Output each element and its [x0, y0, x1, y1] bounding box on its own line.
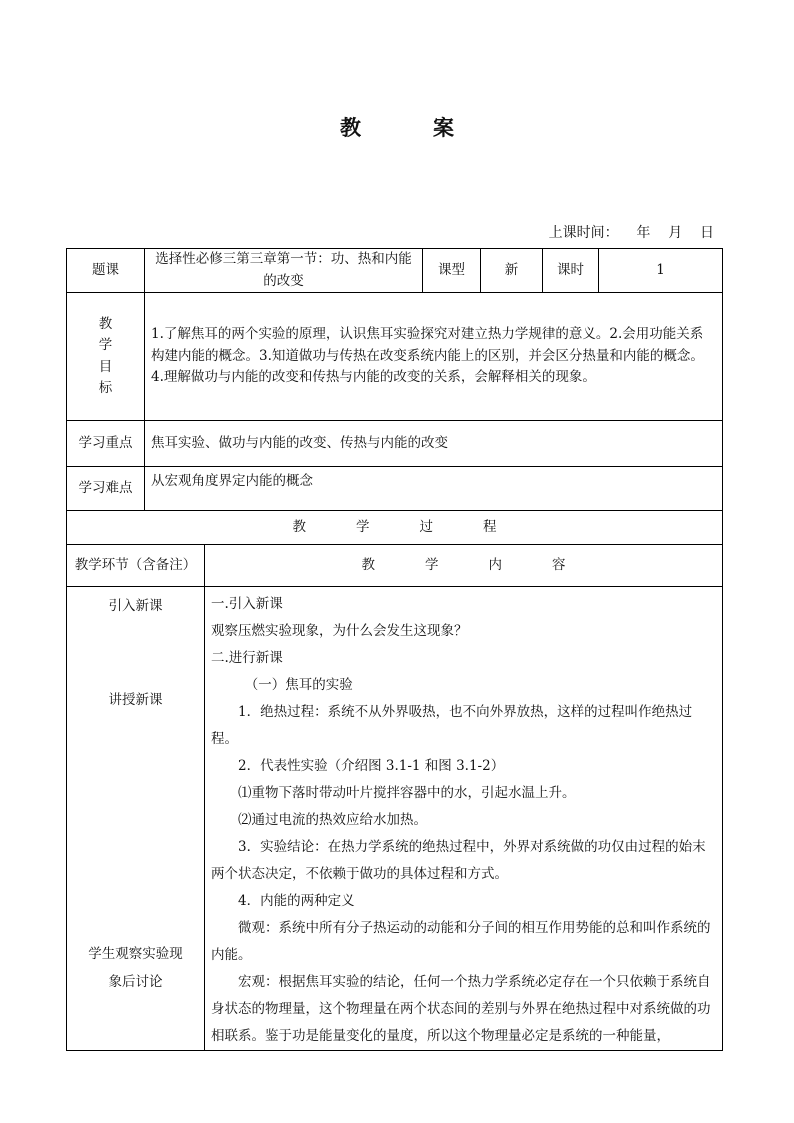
content-line: 二.进行新课	[211, 650, 283, 667]
difficulties-text: 从宏观角度界定内能的概念	[145, 467, 723, 511]
note-discussion-line2: 象后讨论	[108, 974, 163, 991]
type-value: 新	[481, 249, 543, 293]
class-time-line: 上课时间： 年 月 日	[548, 225, 714, 241]
header-row	[67, 249, 723, 293]
note-intro: 引入新课	[108, 598, 163, 615]
goals-label-char: 目	[98, 358, 113, 375]
difficulties-label: 学习难点	[67, 467, 145, 511]
content-line: 观察压燃实验现象，为什么会发生这现象？	[211, 623, 468, 640]
goals-label-char: 标	[98, 380, 113, 397]
content-line: 宏观：根据焦耳实验的结论，任何一个热力学系统必定存在一个只依赖于系统自身状态的物理量，这个物理量在两个状态间的差别与外界在绝热过程中对系统做的功相联系。鉴于功是能量变化的量度，所以这个物理量必定是系统的一种能量，	[211, 974, 711, 1045]
goals-label-char: 教	[98, 315, 113, 332]
lesson-plan-table	[66, 248, 723, 1051]
content-row	[67, 587, 723, 1051]
page-title: 教案	[340, 115, 526, 140]
key-points-text: 焦耳实验、做功与内能的改变、传热与内能的改变	[145, 421, 723, 467]
goals-text: 1.了解焦耳的两个实验的原理，认识焦耳实验探究对建立热力学规律的意义。2.会用功能关系构建内能的概念。3.知道做功与传热在改变系统内能上的区别，并会区分热量和内能的概念。4.理解做功与内能的改变和传热与内能的改变的关系，会解释相关的现象。	[145, 293, 723, 421]
teaching-notes-cell	[67, 587, 205, 1051]
content-line: 1．绝热过程：系统不从外界吸热，也不向外界放热，这样的过程叫作绝热过程。	[211, 704, 693, 748]
process-heading-row	[67, 511, 723, 545]
content-line: 微观：系统中所有分子热运动的动能和分子间的相互作用势能的总和叫作系统的内能。	[211, 920, 711, 964]
key-points-row	[67, 421, 723, 467]
goals-row	[67, 293, 723, 421]
note-lecture: 讲授新课	[108, 692, 163, 709]
hours-value: 1	[599, 249, 723, 293]
section-header-row	[67, 545, 723, 587]
goals-label-char: 学	[98, 337, 113, 354]
topic-label: 题课	[67, 249, 145, 293]
topic-value: 选择性必修三第三章第一节：功、热和内能的改变	[145, 249, 423, 293]
content-line: 2．代表性实验（介绍图 3.1-1 和图 3.1-2）	[238, 758, 505, 775]
goals-label	[67, 293, 145, 421]
teaching-content-cell	[205, 587, 723, 1051]
hours-label: 课时	[543, 249, 599, 293]
note-discussion-line1: 学生观察实验现	[88, 946, 183, 963]
content-line: 4．内能的两种定义	[238, 893, 355, 910]
process-heading: 教学过程	[67, 511, 723, 545]
content-line: （一）焦耳的实验	[244, 677, 353, 694]
content-line: 3．实验结论：在热力学系统的绝热过程中，外界对系统做的功仅由过程的始末两个状态决定，不依赖于做功的具体过程和方式。	[211, 839, 706, 883]
content-line: ⑴重物下落时带动叶片搅拌容器中的水，引起水温上升。	[238, 785, 576, 802]
type-label: 课型	[423, 249, 481, 293]
key-points-label: 学习重点	[67, 421, 145, 467]
content-line: ⑵通过电流的热效应给水加热。	[238, 812, 427, 829]
section-header-left: 教学环节（含备注）	[67, 545, 205, 587]
section-header-right: 教学内容	[205, 545, 723, 587]
difficulties-row	[67, 467, 723, 511]
content-line: 一.引入新课	[211, 596, 283, 613]
